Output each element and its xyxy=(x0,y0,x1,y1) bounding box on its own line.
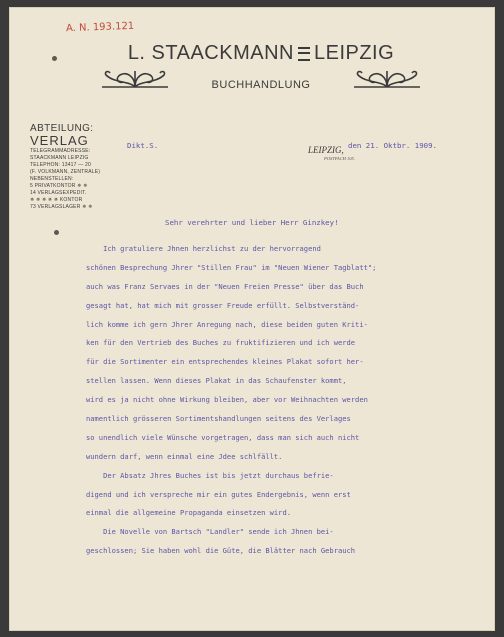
body-line: stellen lassen. Wenn dieses Plakat in das Schaufenster kommt, xyxy=(86,376,347,386)
body-line: Der Absatz Jhres Buches ist bis jetzt durchaus befrie- xyxy=(86,470,334,480)
contact-line: (F. VOLKMANN, ZENTRALE) xyxy=(30,169,101,175)
punch-hole xyxy=(52,56,57,61)
contact-line: 14 VERLAGSEXPEDIT. xyxy=(30,190,87,196)
body-line: schönen Besprechung Jhrer "Stillen Frau" im "Neuen Wiener Tagblatt"; xyxy=(86,262,377,272)
contact-line: 5 PRIVATKONTOR ✵ ✵ xyxy=(30,183,88,189)
body-line: digend und ich verspreche mir ein gutes Endergebnis, wenn erst xyxy=(86,489,351,499)
contact-line: NEBENSTELLEN: xyxy=(30,176,74,182)
body-line: lich komme ich gern Jhrer Anregung nach, diese beiden guten Kriti- xyxy=(86,319,368,329)
postfach: POSTFACH 105. xyxy=(324,156,355,161)
body-line: auch was Franz Servaes in der "Neuen Freien Presse" über das Buch xyxy=(86,281,364,291)
firm-name xyxy=(96,42,426,65)
contact-line: 73 VERLAGSLAGER ✵ ✵ xyxy=(30,204,93,210)
body-line: einmal die allgemeine Propaganda einsetzen wird. xyxy=(86,508,291,518)
contact-line: TELEPHON: 13417 — 20 xyxy=(30,162,91,168)
body-line: Ich gratuliere Jhnen herzlichst zu der hervorragend xyxy=(86,244,321,253)
letterhead-sidebar xyxy=(30,123,122,211)
letter-body xyxy=(86,240,476,561)
firm-name-right: LEIPZIG xyxy=(313,42,395,64)
letter-date: den 21. Oktbr. 1909. xyxy=(348,141,437,150)
contact-line: ✵ ✵ ✵ ✵ ✵ KONTOR xyxy=(30,197,83,203)
body-line: so unendlich viele Wünsche vorgetragen, dass man sich auch nicht xyxy=(86,432,360,442)
body-line: gesagt hat, hat mich mit grosser Freude erfüllt. Selbstverständ- xyxy=(86,300,360,310)
ornament-row xyxy=(96,67,426,89)
separator-mark xyxy=(298,47,310,61)
letterhead xyxy=(96,42,426,91)
department-label: ABTEILUNG: xyxy=(30,123,94,134)
body-line: Die Novelle von Bartsch "Landler" sende ich Jhnen bei- xyxy=(86,527,334,537)
body-line: ken für den Vertrieb des Buches zu fruktifizieren und ich werde xyxy=(86,338,356,348)
letter-page xyxy=(10,8,494,630)
body-line: namentlich grösseren Sortimentshandlungen seitens des Verlages xyxy=(86,414,351,424)
body-line: für die Sortimenter ein entsprechendes kleines Plakat sofort her- xyxy=(86,357,364,367)
firm-name-left: L. STAACKMANN xyxy=(127,42,294,64)
right-ornament-icon xyxy=(352,67,422,89)
contact-line: STAACKMANN LEIPZIG xyxy=(30,155,89,161)
dictation-mark: Dikt.S. xyxy=(127,141,159,150)
department-name: VERLAG xyxy=(30,133,89,148)
left-ornament-icon xyxy=(100,67,170,89)
body-line: wird es ja nicht ohne Wirkung bleiben, aber vor Weihnachten werden xyxy=(86,395,368,405)
body-line: geschlossen; Sie haben wohl die Güte, die Blätter nach Gebrauch xyxy=(86,546,356,556)
archive-reference: A. N. 193.121 xyxy=(65,20,135,35)
salutation: Sehr verehrter und lieber Herr Ginzkey! xyxy=(165,218,339,227)
division-name: BUCHHANDLUNG xyxy=(211,79,311,91)
body-line: wundern darf, wenn einmal eine Jdee schlfällt. xyxy=(86,451,283,461)
punch-hole xyxy=(54,230,59,235)
contact-line: TELEGRAMMADRESSE: xyxy=(30,148,91,154)
place-name: LEIPZIG, xyxy=(308,145,344,155)
